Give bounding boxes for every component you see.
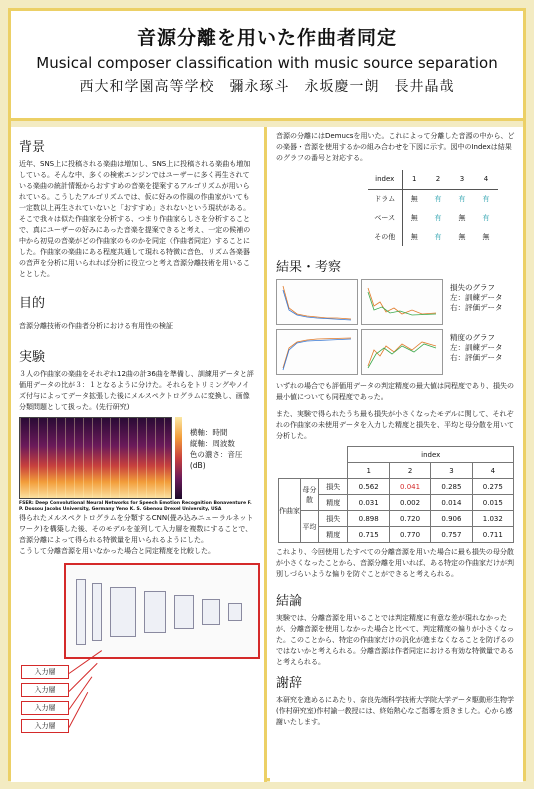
- table-cell: 有: [482, 194, 490, 203]
- caption-line: 左：訓練データ: [450, 343, 503, 352]
- row-label: ベース: [368, 208, 402, 227]
- table-cell: 有: [434, 213, 442, 222]
- spectrogram-figure: [19, 417, 256, 499]
- table-cell: 0.285: [431, 479, 472, 495]
- row-group-label: 作曲家: [279, 479, 301, 543]
- table-row: [279, 447, 514, 463]
- cnn-architecture-box: [64, 563, 260, 659]
- input-layer-1: 入力層: [21, 665, 69, 679]
- metric-label: 精度: [319, 527, 348, 543]
- table-cell: 0.711: [472, 527, 513, 543]
- loss-caption: [450, 283, 503, 313]
- loss-graph-eval: [361, 279, 443, 325]
- results-text-1: いずれの場合でも評価用データの判定精度の最大値は同程度であり、損失の最小値についても同程度であった。: [276, 382, 514, 401]
- caption-line: 左：訓練データ: [450, 293, 503, 302]
- right-column: [270, 127, 523, 782]
- table-row: [279, 511, 514, 527]
- accuracy-graphs: [276, 329, 517, 375]
- metric-label: 精度: [319, 495, 348, 511]
- column-header: 1: [348, 463, 389, 479]
- table-header-cell: 3: [450, 170, 474, 189]
- accuracy-graph-train: [276, 329, 358, 375]
- table-cell: 有: [482, 213, 490, 222]
- column-header: 3: [431, 463, 472, 479]
- title-jp: 音源分離を用いた作曲者同定: [136, 27, 397, 49]
- results-text-3: これより、今回使用したすべての分離音源を用いた場合に最も損失の母分散が小さくなったことから、音源分離を用いれば、ある特定の作曲家だけが判別しづらいような偏りを防ぐことができると考えられる。: [276, 548, 514, 578]
- conclusion-heading: 結論: [276, 594, 303, 609]
- background-heading: 背景: [19, 140, 46, 155]
- purpose-text: 音源分離技術の作曲者分析における有用性の検証: [19, 322, 173, 330]
- results-text-2: また、実験で得られたうち最も損失が小さくなったモデルに関して、それぞれの作曲家の未使用データを入力した精度と損失を、平均と母分散を用いて分析した。: [276, 410, 514, 440]
- table-cell: 0.720: [389, 511, 430, 527]
- table-cell: 無: [458, 213, 466, 222]
- results-heading: 結果・考察: [276, 260, 342, 275]
- table-row: [279, 479, 514, 495]
- table-cell: 無: [410, 232, 418, 241]
- column-header: 2: [389, 463, 430, 479]
- acknowledgement-text: 本研究を進めるにあたり、奈良先端科学技術大学院大学データ駆動形生物学(作村研究室)作村諭一教授には、終始熱心なご指導を頂きました。心から感謝いたします。: [276, 696, 514, 726]
- cnn-diagram: [19, 563, 256, 731]
- table-cell: 0.906: [431, 511, 472, 527]
- combination-header-row: [368, 170, 498, 189]
- legend-y: 縦軸：周波数: [189, 439, 235, 448]
- caption-line: 右：評価データ: [450, 353, 503, 362]
- table-cell: 0.898: [348, 511, 389, 527]
- index-header: index: [348, 447, 514, 463]
- table-cell: 0.041: [389, 479, 430, 495]
- acknowledgement-heading: 謝辞: [276, 676, 303, 691]
- table-cell: 0.031: [348, 495, 389, 511]
- table-header-cell: 1: [402, 170, 426, 189]
- table-cell: 0.002: [389, 495, 430, 511]
- table-row: [368, 208, 498, 227]
- table-cell: 無: [458, 232, 466, 241]
- experiment-text-3: こうして分離音源を用いなかった場合と同定精度を比較した。: [19, 547, 215, 555]
- caption-line: 右：評価データ: [450, 303, 503, 312]
- purpose-heading: 目的: [19, 296, 46, 311]
- experiment-text-2: 得られたメルスペクトログラムを分類するCNN(畳み込みニューラルネットワーク)を構築した後、そのモデルを並列して入力層を複数にすることで、音源分離によって得られる特徴量を用いられるようにした。: [19, 514, 254, 544]
- table-header-cell: index: [368, 170, 402, 189]
- accuracy-caption: [450, 333, 503, 363]
- table-cell: 0.562: [348, 479, 389, 495]
- metric-label: 損失: [319, 479, 348, 495]
- table-cell: 0.757: [431, 527, 472, 543]
- table-row: [368, 189, 498, 208]
- table-cell: 有: [458, 194, 466, 203]
- loss-graph-train: [276, 279, 358, 325]
- background-text: 近年、SNS上に投稿される楽曲は増加し、SNS上に投稿される楽曲も増加している。そんな中、多くの検索エンジンではユーザーに多く再生されている楽曲の統計情報からおすすめの音楽を提案するアルゴリズムが用いられている。こうしたアルゴリズムでは、仮に好みの作風の作曲家がいても一定数以上再生されていないと「おすすめ」されないという現状がある。そこで我々は似た作曲家を分析する、つまり作曲家らしさを分析することで、真にユーザーの好みにあった音楽を提案できると考え、一定の候補の中から初見の音楽がどの作曲家のものかを同定（作曲者同定）することにした。作曲家の楽曲にある程度共通して現れる特徴に音色、リズム各楽器の音声を分析に用いられれば分析に役立つと考え音源分離技術を用いることとした。: [19, 160, 251, 278]
- right-intro-text: 音源の分離にはDemucsを用いた。これによって分離した音源の中から、どの楽器・音源を使用するかの組み合わせを下図に示す。図中のIndexは結果のグラフの番号と対応する。: [276, 132, 515, 162]
- spectrogram-legend: [190, 427, 256, 499]
- table-cell: 0.715: [348, 527, 389, 543]
- title-en: Musical composer classification with music source separation: [36, 54, 498, 72]
- combination-table: [368, 170, 498, 246]
- colorbar: [175, 417, 182, 499]
- loss-graphs: [276, 279, 517, 325]
- table-cell: 0.770: [389, 527, 430, 543]
- metric-label: 損失: [319, 511, 348, 527]
- legend-color: 色の濃さ：音圧(dB): [189, 450, 243, 470]
- input-layer-3: 入力層: [21, 701, 69, 715]
- table-cell: 0.275: [472, 479, 513, 495]
- column-header: 4: [472, 463, 513, 479]
- row-label: ドラム: [368, 189, 402, 208]
- table-cell: 無: [482, 232, 490, 241]
- table-cell: 0.014: [431, 495, 472, 511]
- mel-spectrogram-image: [19, 417, 172, 499]
- experiment-heading: 実験: [19, 350, 46, 365]
- group-label: 母分散: [301, 479, 319, 511]
- row-label: その他: [368, 227, 402, 246]
- table-cell: 1.032: [472, 511, 513, 527]
- legend-x: 横軸：時間: [189, 428, 228, 437]
- left-column: [11, 127, 267, 782]
- caption-line: 精度のグラフ: [450, 333, 495, 342]
- experiment-text-1: ３人の作曲家の楽曲をそれぞれ12曲の計36曲を準備し、訓練用データと評価用データの比が３：１となるように分けた。それらをトリミングやノイズ付与によってデータ拡張した後にメルスペクトログラムに変換し、画像分類問題として扱った。(先行研究): [19, 370, 254, 411]
- group-label: 平均: [301, 511, 319, 543]
- table-cell: 有: [434, 194, 442, 203]
- poster-header: [11, 11, 523, 121]
- table-cell: 無: [410, 194, 418, 203]
- table-cell: 有: [434, 232, 442, 241]
- table-cell: 0.015: [472, 495, 513, 511]
- citation: FSER: Deep Convolutional Neural Networks for Speech Emotion Recognition Bonaventure F. P. Dossou Jacobs University, Germany Yeno K. S. Gbenou Drexel University, USA: [19, 501, 252, 512]
- table-row: [368, 227, 498, 246]
- stats-table: [278, 446, 514, 543]
- input-layer-2: 入力層: [21, 683, 69, 697]
- input-layer-4: 入力層: [21, 719, 69, 733]
- table-row: [279, 463, 514, 479]
- authors: 西大和学園高等学校 彌永琢斗 永坂慶一朗 長井晶哉: [79, 79, 455, 95]
- poster: [8, 8, 526, 781]
- table-cell: 無: [410, 213, 418, 222]
- caption-line: 損失のグラフ: [450, 283, 495, 292]
- conclusion-text: 実験では、分離音源を用いることでは判定精度に有意な差が現れなかったが、分離音源を使用しなかった場合と比べて、判定精度の偏りが小さくなった。このことから、特定の作曲家だけの汎化が進まなくなることを防げるのではないかと考えられる。分離音源は作者同定における有効な特徴量であると考えられる。: [276, 614, 514, 666]
- accuracy-graph-eval: [361, 329, 443, 375]
- table-header-cell: 4: [474, 170, 498, 189]
- table-header-cell: 2: [426, 170, 450, 189]
